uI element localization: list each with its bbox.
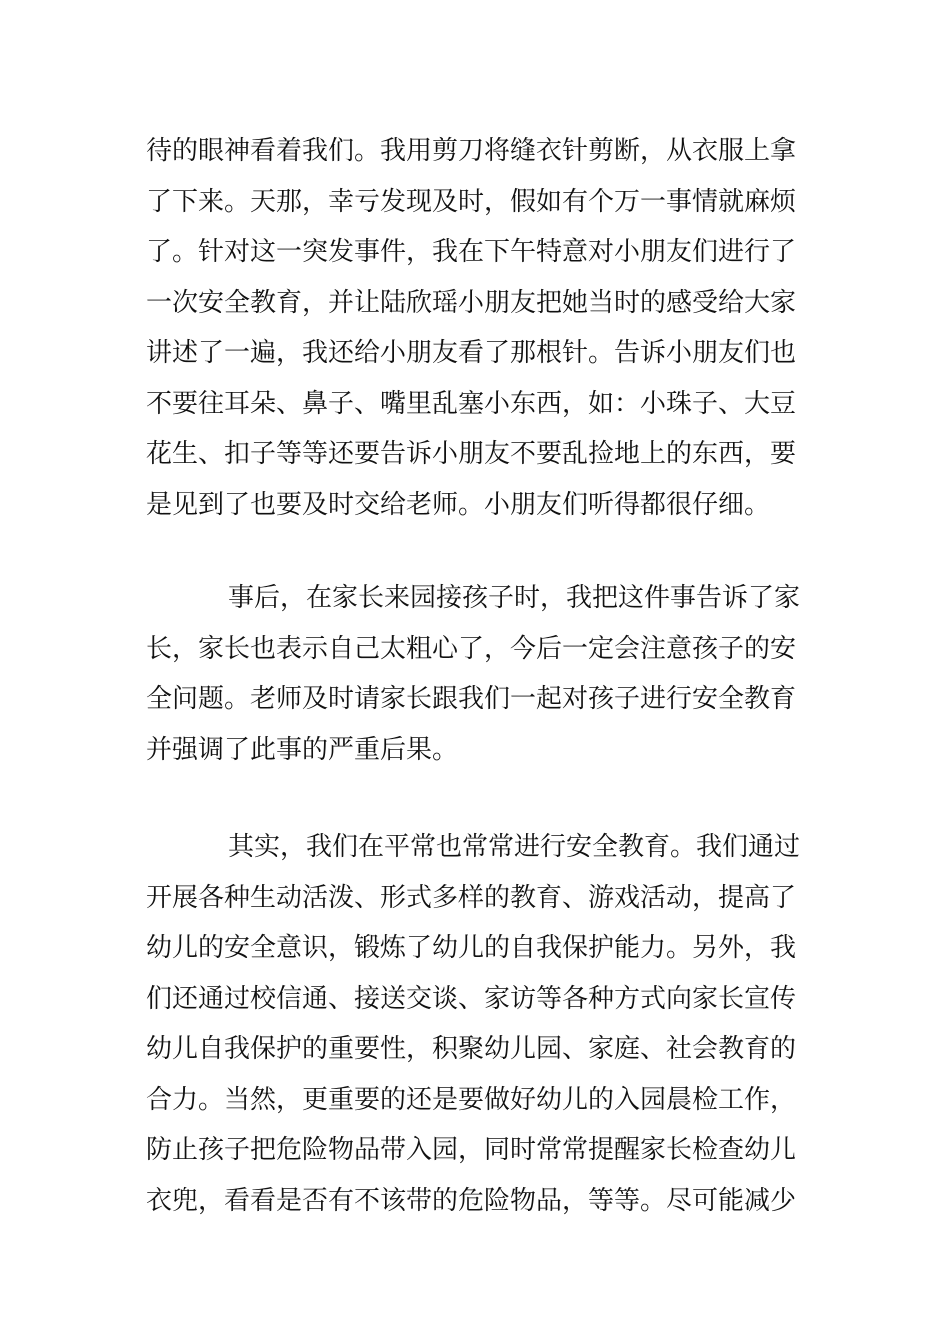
text-line: 讲述了一遍，我还给小朋友看了那根针。告诉小朋友们也 — [146, 338, 797, 368]
text-line: 并强调了此事的严重后果。 — [146, 734, 459, 765]
text-line: 衣兜，看看是否有不该带的危险物品，等等。尽可能减少 — [146, 1185, 797, 1216]
paragraph-1 — [146, 126, 810, 530]
text-line: 开展各种生动活泼、形式多样的教育、游戏活动，提高了 — [146, 882, 797, 913]
paragraph-3 — [146, 822, 810, 1226]
text-line: 待的眼神看着我们。我用剪刀将缝衣针剪断，从衣服上拿 — [146, 136, 797, 166]
text-line: 幼儿自我保护的重要性，积聚幼儿园、家庭、社会教育的 — [146, 1034, 797, 1064]
text-line: 一次安全教育，并让陆欣瑶小朋友把她当时的感受给大家 — [146, 287, 797, 318]
text-line: 花生、扣子等等还要告诉小朋友不要乱捡地上的东西，要 — [146, 439, 797, 469]
text-line: 了下来。天那，幸亏发现及时，假如有个万一事情就麻烦 — [146, 186, 797, 217]
text-line: 防止孩子把危险物品带入园，同时常常提醒家长检查幼儿 — [146, 1135, 797, 1165]
text-line: 是见到了也要及时交给老师。小朋友们听得都很仔细。 — [146, 489, 771, 520]
text-line: 长，家长也表示自己太粗心了，今后一定会注意孩子的安 — [146, 633, 797, 664]
text-line: 幼儿的安全意识，锻炼了幼儿的自我保护能力。另外，我 — [146, 933, 797, 963]
text-line: 了。针对这一突发事件，我在下午特意对小朋友们进行了 — [146, 237, 797, 267]
text-line: 们还通过校信通、接送交谈、家访等各种方式向家长宣传 — [146, 983, 797, 1014]
text-line: 其实，我们在平常也常常进行安全教育。我们通过 — [228, 832, 801, 862]
text-line: 合力。当然，更重要的还是要做好幼儿的入园晨检工作， — [146, 1084, 797, 1115]
text-line: 全问题。老师及时请家长跟我们一起对孩子进行安全教育 — [146, 684, 797, 714]
text-line: 事后，在家长来园接孩子时，我把这件事告诉了家 — [228, 583, 801, 613]
text-line: 不要往耳朵、鼻子、嘴里乱塞小东西，如：小珠子、大豆 — [146, 388, 797, 419]
paragraph-2 — [146, 573, 810, 775]
